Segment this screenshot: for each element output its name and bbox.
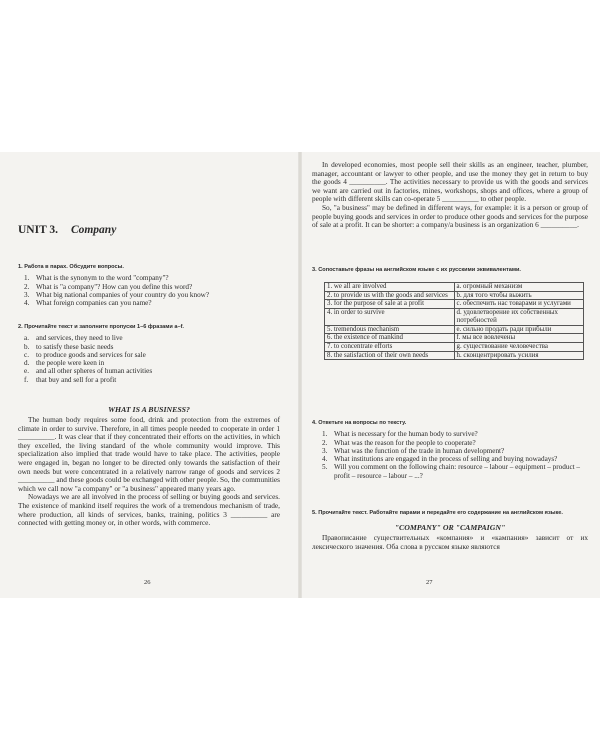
task-2-list bbox=[24, 334, 280, 384]
unit-title: Company bbox=[70, 224, 117, 236]
table-row: 8. the satisfaction of their own needs h. сконцентрировать усилия bbox=[325, 351, 584, 360]
task-1-number: 1. bbox=[18, 264, 23, 270]
text-heading: "COMPANY" OR "CAMPAIGN" bbox=[394, 523, 506, 533]
list-item: 4. What foreign companies can you name? bbox=[24, 299, 152, 308]
reading-text bbox=[18, 405, 280, 528]
list-item: 1. What is necessary for the human body to survive? bbox=[322, 430, 478, 439]
table-row: 2. to provide us with the goods and services b. для того чтобы выжить bbox=[325, 291, 584, 300]
list-item: 5. Will you comment on the following chain: resource – labour – equipment – product – profit – resource – labour – ...? bbox=[322, 463, 581, 480]
paragraph: So, "a business" may be defined in different ways, for example: it is a person or group of people buying goods and services in order to produce other goods and services for the purpose of sale at a profit. It can be shorter: a company/a business is an organization 6 __________. bbox=[312, 202, 588, 230]
list-item: 2. What is "a company"? How can you define this word? bbox=[24, 282, 193, 291]
task-4-list bbox=[322, 430, 588, 480]
list-item: a. and services, they need to live bbox=[24, 334, 123, 343]
list-item: c. to produce goods and services for sale bbox=[24, 350, 146, 359]
paragraph: In developed economies, most people sell their skills as an engineer, teacher, plumber, manager, accountant or lawyer to other people, and use the money they get in return to buy the goods 4 __________. The activities necessary to provide us with the goods and services we want are carried out in factories, mines, workshops, shops and offices, where a group of people with different skills can co-operate 5 __________ to other people. bbox=[312, 160, 588, 204]
matching-table bbox=[324, 282, 584, 360]
list-item: 3. What big national companies of your country do you know? bbox=[24, 290, 210, 299]
table-row: 3. for the purpose of sale at a profit c. обеспечить нас товарами и услугами bbox=[325, 300, 584, 309]
text-heading: WHAT IS A BUSINESS? bbox=[108, 405, 190, 414]
task-5-instruction: Прочитайте текст. Работайте парами и передайте его содержание на английском языке. bbox=[318, 510, 563, 516]
list-item: f. that buy and sell for a profit bbox=[24, 375, 117, 384]
table-row: 6. the existence of mankind f. мы все вовлечены bbox=[325, 334, 584, 343]
paragraph: Nowadays we are all involved in the process of selling or buying goods and services. The existence of mankind itself requires the work of a tremendous mechanism of trade, where production, all kinds of services, banks, training, politics 3 __________ are connected with getting money or, in other words, with commerce. bbox=[18, 492, 280, 528]
task-4-number: 4. bbox=[312, 420, 317, 426]
unit-label: UNIT 3. bbox=[18, 224, 59, 236]
task-2-instruction: Прочитайте текст и заполните пропуски 1–6 фразами a–f. bbox=[24, 324, 184, 330]
left-page bbox=[0, 152, 298, 598]
paragraph: The human body requires some food, drink and protection from the extremes of climate in order to survive. Therefore, in all times people needed to cooperate in order 1 __________. It was clear that if they concentrated their efforts on the activities, in which they excelled, the living standard of the whole community would improve. This specialization also implied that trade would have to take place. The activities, people were engaged in, began no longer to be directed only towards the satisfaction of their own needs but were concentrated in a relatively narrow range of goods and services 2 __________ and these goods could be exchanged with other people. So, the communities which we call now "a company" or "a business" appeared many years ago. bbox=[18, 415, 280, 493]
table-row: 4. in order to survive d. удовлетворение их собственных потребностей bbox=[325, 309, 584, 325]
task-5-number: 5. bbox=[312, 510, 317, 516]
paragraph: Правописание существительных «компания» и «кампания» зависит от их лексического значения. Оба слова в русском языке являются bbox=[312, 533, 588, 551]
list-item: e. and all other spheres of human activities bbox=[24, 367, 153, 376]
page-number: 26 bbox=[144, 579, 151, 586]
reading-text-continued bbox=[312, 161, 588, 230]
table-row: 5. tremendous mechanism e. сильно продать ради прибыли bbox=[325, 325, 584, 334]
list-item: d. the people were keen in bbox=[24, 359, 105, 368]
unit-heading bbox=[18, 224, 116, 236]
list-item: b. to satisfy these basic needs bbox=[24, 342, 114, 351]
task-3-number: 3. bbox=[312, 267, 317, 273]
task-2-number: 2. bbox=[18, 324, 23, 330]
list-item: 4. What institutions are engaged in the process of selling and buying nowadays? bbox=[322, 455, 558, 464]
task-4 bbox=[312, 420, 588, 480]
task-1-list bbox=[24, 274, 280, 307]
task-4-instruction: Ответьте на вопросы по тексту. bbox=[318, 420, 407, 426]
task-3-instruction: Сопоставьте фразы на английском языке с их русскими эквивалентами. bbox=[318, 267, 521, 273]
right-page bbox=[302, 152, 600, 598]
list-item: 3. What was the function of the trade in human development? bbox=[322, 446, 505, 455]
task-5 bbox=[312, 510, 588, 551]
page-number: 27 bbox=[426, 579, 433, 586]
task-2 bbox=[18, 324, 280, 384]
task-3 bbox=[312, 267, 588, 274]
task-1 bbox=[18, 264, 280, 307]
table-row: 1. we all are involved a. огромный механизм bbox=[325, 283, 584, 292]
list-item: 1. What is the synonym to the word "company"? bbox=[24, 274, 169, 283]
table-row: 7. to concentrate efforts g. существование человечества bbox=[325, 342, 584, 351]
task-1-instruction: Работа в парах. Обсудите вопросы. bbox=[24, 264, 124, 270]
list-item: 2. What was the reason for the people to cooperate? bbox=[322, 438, 476, 447]
